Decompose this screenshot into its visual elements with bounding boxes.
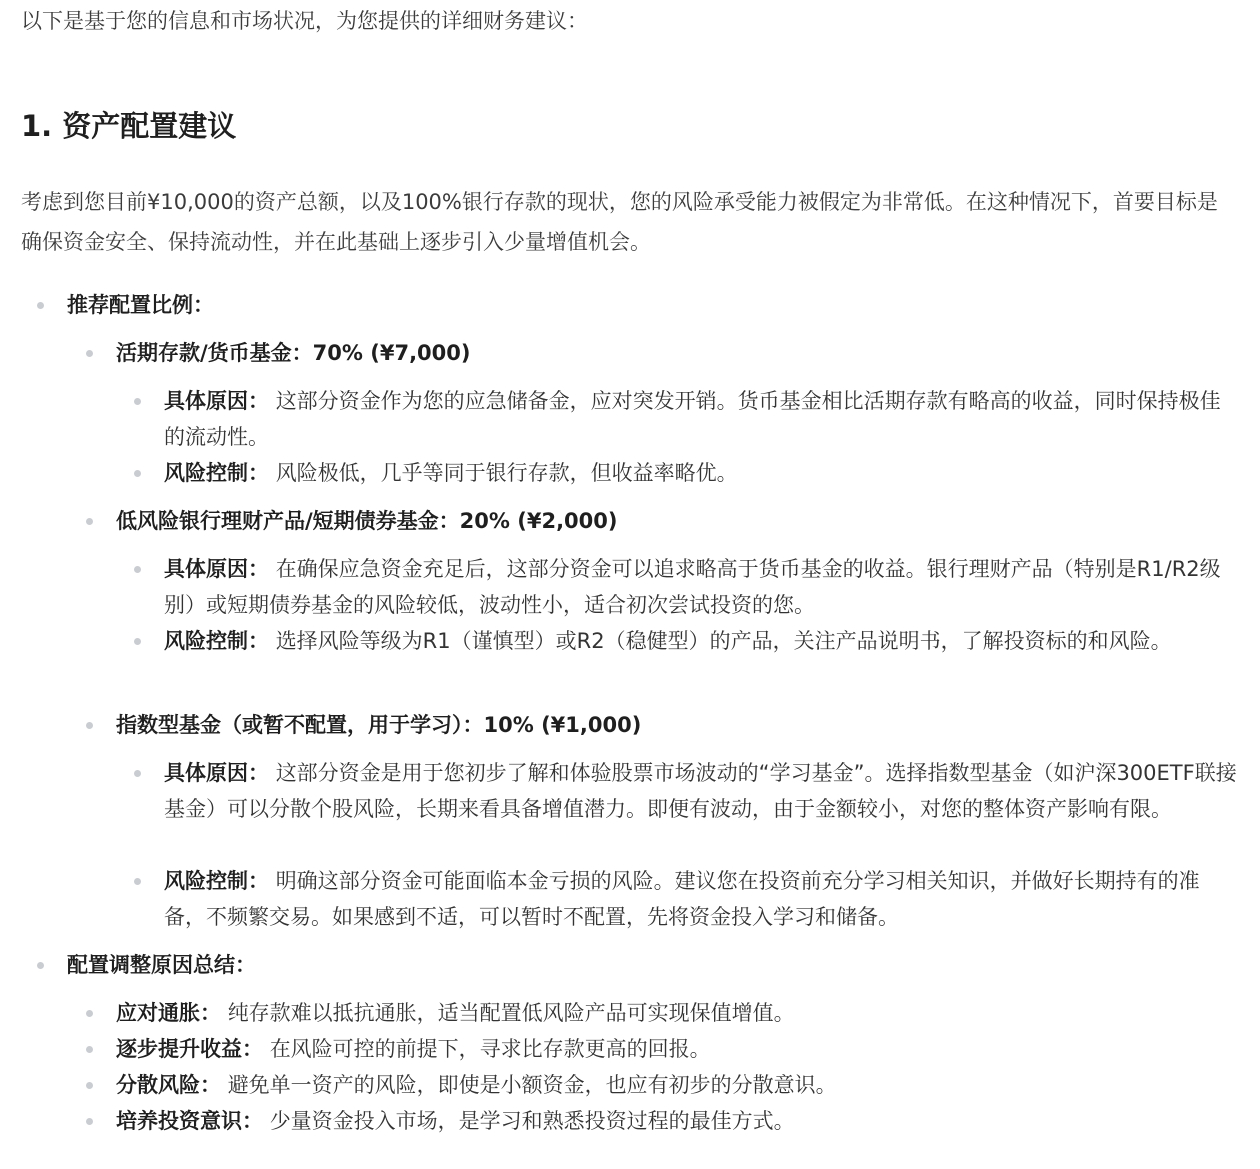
reason-text: 这部分资金作为您的应急储备金，应对突发开销。货币基金相比活期存款有略高的收益，同时保持极佳的流动性。 xyxy=(164,389,1221,449)
allocation-heading: 推荐配置比例： xyxy=(67,293,214,317)
bullet-icon xyxy=(134,878,141,885)
bullet-icon xyxy=(134,638,141,645)
list-item-risk xyxy=(164,863,1240,935)
summary-label: 逐步提升收益： xyxy=(116,1037,263,1061)
bullet-icon xyxy=(86,1010,93,1017)
risk-text: 风险极低，几乎等同于银行存款，但收益率略优。 xyxy=(275,461,738,485)
summary-text: 纯存款难以抵抗通胀，适当配置低风险产品可实现保值增值。 xyxy=(227,1001,795,1025)
risk-label: 风险控制： xyxy=(164,629,269,653)
list-item-summary-1 xyxy=(116,995,1236,1031)
bullet-icon xyxy=(86,1082,93,1089)
bullet-icon xyxy=(37,302,44,309)
summary-label: 分散风险： xyxy=(116,1073,221,1097)
summary-label: 培养投资意识： xyxy=(116,1109,263,1133)
list-item-reason xyxy=(164,551,1240,623)
summary-label: 应对通胀： xyxy=(116,1001,221,1025)
bullet-icon xyxy=(86,518,93,525)
reason-text: 这部分资金是用于您初步了解和体验股票市场波动的“学习基金”。选择指数型基金（如沪深300ETF联接基金）可以分散个股风险，长期来看具备增值潜力。即便有波动，由于金额较小，对您的整体资产影响有限。 xyxy=(164,761,1237,821)
summary-text: 避免单一资产的风险，即使是小额资金，也应有初步的分散意识。 xyxy=(227,1073,837,1097)
list-item-allocation-3 xyxy=(116,707,1236,743)
bullet-icon xyxy=(86,350,93,357)
list-item-summary-3 xyxy=(116,1067,1236,1103)
allocation-title: 低风险银行理财产品/短期债券基金：20% (¥2,000) xyxy=(116,509,618,533)
list-item-reason xyxy=(164,755,1240,827)
bullet-icon xyxy=(86,1046,93,1053)
reason-label: 具体原因： xyxy=(164,761,269,785)
list-item-allocation-1 xyxy=(116,335,1236,371)
bullet-icon xyxy=(134,398,141,405)
intro-text: 以下是基于您的信息和市场状况，为您提供的详细财务建议： xyxy=(21,9,588,33)
risk-text: 选择风险等级为R1（谨慎型）或R2（稳健型）的产品，关注产品说明书，了解投资标的和风险。 xyxy=(275,629,1172,653)
list-item-summary-4 xyxy=(116,1103,1236,1139)
list-item-summary-2 xyxy=(116,1031,1236,1067)
bullet-icon xyxy=(37,962,44,969)
list-item-summary-heading xyxy=(67,947,1237,983)
bullet-icon xyxy=(86,722,93,729)
risk-label: 风险控制： xyxy=(164,869,269,893)
summary-text: 在风险可控的前提下，寻求比存款更高的回报。 xyxy=(269,1037,711,1061)
risk-text: 明确这部分资金可能面临本金亏损的风险。建议您在投资前充分学习相关知识，并做好长期持有的准备，不频繁交易。如果感到不适，可以暂时不配置，先将资金投入学习和储备。 xyxy=(164,869,1200,929)
allocation-title: 活期存款/货币基金：70% (¥7,000) xyxy=(116,341,471,365)
bullet-icon xyxy=(134,470,141,477)
list-item-allocation-heading xyxy=(67,287,1237,323)
reason-label: 具体原因： xyxy=(164,557,269,581)
list-item-risk xyxy=(164,455,1240,491)
section-title: 1. 资产配置建议 xyxy=(21,109,237,143)
bullet-icon xyxy=(134,770,141,777)
summary-text: 少量资金投入市场，是学习和熟悉投资过程的最佳方式。 xyxy=(269,1109,795,1133)
bullet-icon xyxy=(134,566,141,573)
list-item-allocation-2 xyxy=(116,503,1236,539)
risk-label: 风险控制： xyxy=(164,461,269,485)
reason-text: 在确保应急资金充足后，这部分资金可以追求略高于货币基金的收益。银行理财产品（特别是R1/R2级别）或短期债券基金的风险较低，波动性小，适合初次尝试投资的您。 xyxy=(164,557,1221,617)
allocation-title: 指数型基金（或暂不配置，用于学习）：10% (¥1,000) xyxy=(116,713,642,737)
bullet-icon xyxy=(86,1118,93,1125)
list-item-reason xyxy=(164,383,1240,455)
summary-heading: 配置调整原因总结： xyxy=(67,953,256,977)
section-paragraph: 考虑到您目前¥10,000的资产总额，以及100%银行存款的现状，您的风险承受能力被假定为非常低。在这种情况下，首要目标是确保资金安全、保持流动性，并在此基础上逐步引入少量增值机会。 xyxy=(21,190,1218,254)
list-item-risk xyxy=(164,623,1240,659)
reason-label: 具体原因： xyxy=(164,389,269,413)
